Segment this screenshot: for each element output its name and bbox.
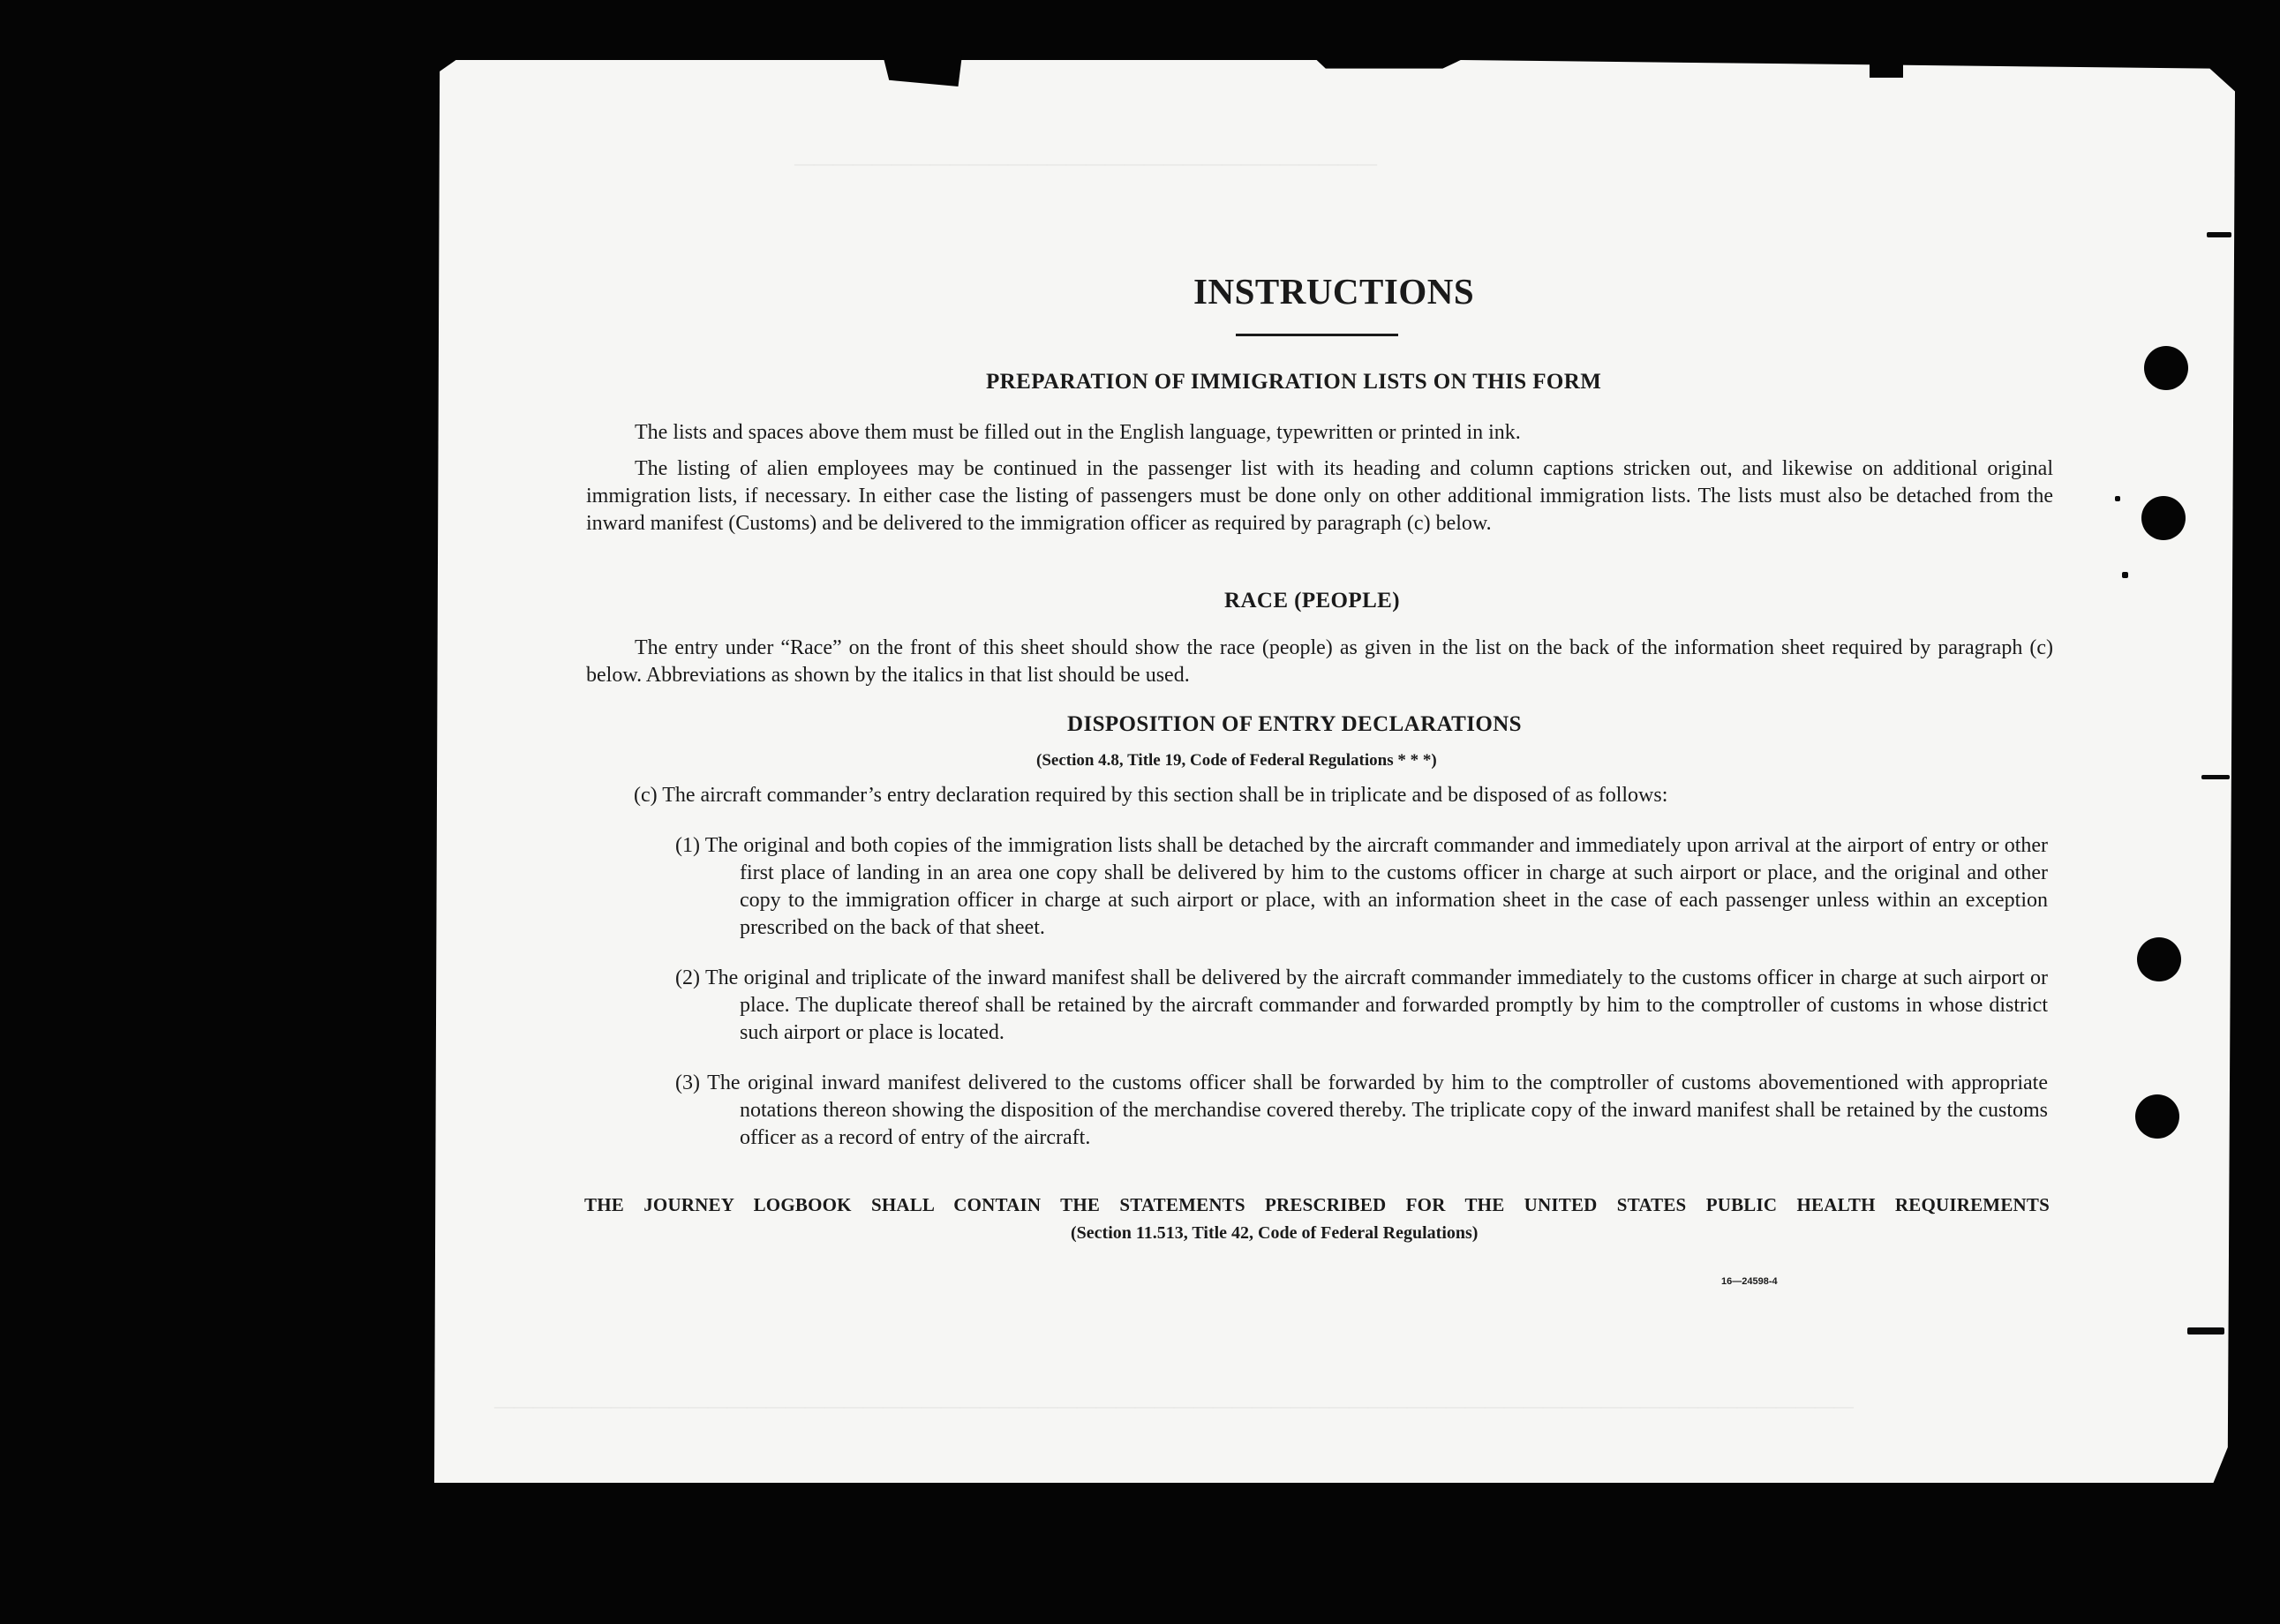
edge-mark — [2201, 775, 2230, 779]
disposition-item-2: (2) The original and triplicate of the inward manifest shall be delivered by the aircraft commander immediately to the customs officer in charge at such airport or place. The duplicate thereof shall be retained by the aircraft commander and forwarded promptly by him to the comptroller of customs in whose district such airport or place is located. — [675, 966, 2048, 1044]
document-title: INSTRUCTIONS — [1193, 271, 1475, 312]
form-number: 16—24598-4 — [1721, 1276, 1778, 1287]
bleed-through-text: —————————————————————————————————————————————————————————————————————— — [494, 1395, 1854, 1417]
disposition-clause-c: (c) The aircraft commander’s entry declaration required by this section shall be in triplicate and be disposed of as follows: — [634, 784, 1668, 807]
punch-hole — [2141, 496, 2186, 540]
section-heading-preparation: PREPARATION OF IMMIGRATION LISTS ON THIS FORM — [986, 370, 1602, 394]
preparation-paragraph-2: The listing of alien employees may be continued in the passenger list with its heading and column captions stricken out, and likewise on additional original immigration lists, if necessary. In either case the listing of passengers must be done only on other additional immigration lists. The lists must also be detached from the inward manifest (Customs) and be delivered to the immigration officer as required by paragraph (c) below. — [586, 457, 2053, 535]
punch-hole — [2137, 937, 2181, 981]
edge-mark — [2122, 572, 2128, 578]
disposition-item-3: (3) The original inward manifest delivered to the customs officer shall be forwarded by him to the comptroller of customs abovementioned with appropriate notations thereon showing the disposition of the merchandise covered thereby. The triplicate copy of the inward manifest shall be retained by the customs officer as a record of entry of the aircraft. — [675, 1071, 2048, 1149]
edge-mark — [2207, 232, 2231, 237]
binding-tab — [1870, 58, 1903, 78]
race-paragraph: The entry under “Race” on the front of this sheet should show the race (people) as given in the list on the back of the information sheet required by paragraph (c) below. Abbreviations as shown by the italics in that list should be used. — [586, 636, 2053, 687]
title-underline — [1236, 334, 1398, 336]
punch-hole — [2135, 1094, 2179, 1139]
edge-mark — [2115, 496, 2120, 501]
disposition-item-1: (1) The original and both copies of the immigration lists shall be detached by the aircraft commander and immediately upon arrival at the airport of entry or other first place of landing in an area one copy shall be delivered by him to the customs officer in charge at such airport or place, and the original and other copy to the immigration officer in charge at such airport or place, with an information sheet in the case of each passenger unless within an exception prescribed on the back of that sheet. — [675, 834, 2048, 939]
edge-mark — [2187, 1327, 2224, 1335]
preparation-paragraph-1: The lists and spaces above them must be filled out in the English language, typewritten or printed in ink. — [635, 421, 1521, 444]
section-heading-disposition: DISPOSITION OF ENTRY DECLARATIONS — [1067, 712, 1522, 736]
public-health-reference: (Section 11.513, Title 42, Code of Federal Regulations) — [1071, 1223, 1479, 1243]
section-heading-race: RACE (PEOPLE) — [1224, 589, 1400, 613]
public-health-statement: THE JOURNEY LOGBOOK SHALL CONTAIN THE STATEMENTS PRESCRIBED FOR THE UNITED STATES PUBLIC HEALTH REQUIREMENTS — [584, 1194, 2050, 1215]
disposition-reference: (Section 4.8, Title 19, Code of Federal Regulations * * *) — [1036, 751, 1437, 770]
bleed-through-text: —————————————————————————————— — [794, 152, 1377, 174]
punch-hole — [2144, 346, 2188, 390]
